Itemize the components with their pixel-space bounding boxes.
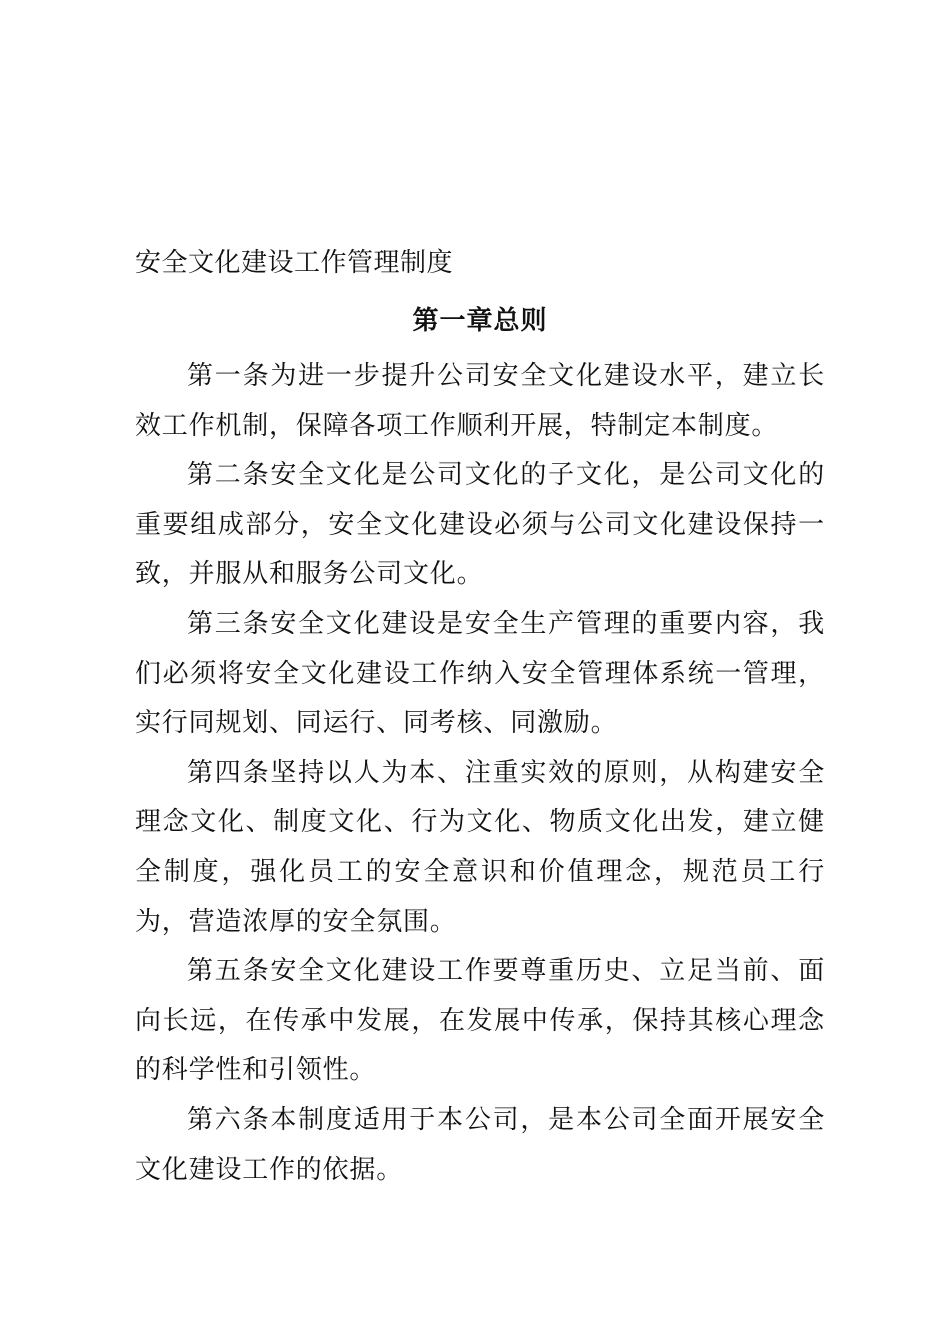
article-4: 第四条坚持以人为本、注重实效的原则，从构建安全理念文化、制度文化、行为文化、物质文化出发，建立健全制度，强化员工的安全意识和价值理念，规范员工行为，营造浓厚的安全氛围。 [135,757,825,937]
chapter-heading: 第一章总则 [412,306,548,336]
article-5: 第五条安全文化建设工作要尊重历史、立足当前、面向长远，在传承中发展，在发展中传承，保持其核心理念的科学性和引领性。 [135,956,825,1086]
article-1: 第一条为进一步提升公司安全文化建设水平，建立长效工作机制，保障各项工作顺利开展，特制定本制度。 [135,361,825,441]
document-title: 安全文化建设工作管理制度 [135,248,454,278]
article-2: 第二条安全文化是公司文化的子文化，是公司文化的重要组成部分，安全文化建设必须与公司文化建设保持一致，并服从和服务公司文化。 [135,460,825,590]
document-body [135,240,825,1195]
article-3: 第三条安全文化建设是安全生产管理的重要内容，我们必须将安全文化建设工作纳入安全管理体系统一管理，实行同规划、同运行、同考核、同激励。 [135,608,825,739]
article-6: 第六条本制度适用于本公司，是本公司全面开展安全文化建设工作的依据。 [135,1104,825,1185]
